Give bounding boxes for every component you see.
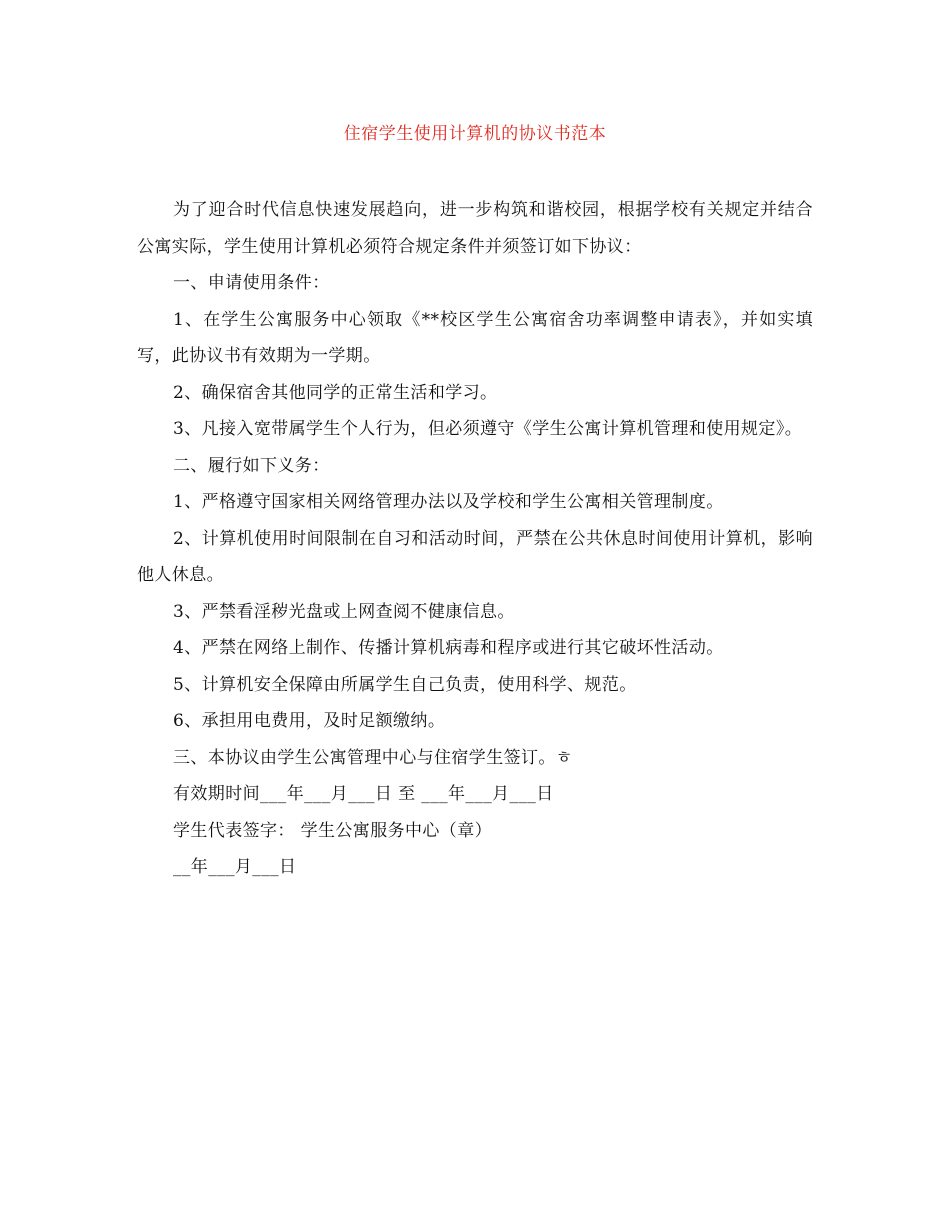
obligation-item-2: 2、计算机使用时间限制在自习和活动时间，严禁在公共休息时间使用计算机，影响他人休息。	[137, 528, 813, 585]
obligation-item-4: 4、严禁在网络上制作、传播计算机病毒和程序或进行其它破坏性活动。	[173, 638, 724, 658]
section-heading-obligations: 二、履行如下义务：	[173, 455, 330, 476]
obligation-item-1: 1、严格遵守国家相关网络管理办法以及学校和学生公寓相关管理制度。	[173, 492, 724, 512]
condition-item-1: 1、在学生公寓服务中心领取《**校区学生公寓宿舍功率调整申请表》，并如实填写，此协议书有效期为一学期。	[137, 309, 813, 366]
document-body	[137, 192, 813, 886]
validity-period-line: 有效期时间___年___月___日 至 ___年___月___日	[173, 784, 554, 804]
section-heading-signing: 三、本协议由学生公寓管理中心与住宿学生签订。ㅎ	[173, 747, 573, 768]
condition-item-3: 3、凡接入宽带属学生个人行为，但必须遵守《学生公寓计算机管理和使用规定》。	[173, 419, 803, 439]
obligation-item-5: 5、计算机安全保障由所属学生自己负责，使用科学、规范。	[173, 674, 637, 695]
document-title: 住宿学生使用计算机的协议书范本	[343, 124, 607, 144]
intro-paragraph: 为了迎合时代信息快速发展趋向，进一步构筑和谐校园，根据学校有关规定并结合公寓实际，学生使用计算机必须符合规定条件并须签订如下协议：	[137, 200, 813, 257]
date-line: __年___月___日	[173, 857, 297, 877]
obligation-item-3: 3、严禁看淫秽光盘或上网查阅不健康信息。	[173, 601, 515, 622]
signature-line: 学生代表签字： 学生公寓服务中心（章）	[173, 820, 493, 841]
condition-item-2: 2、确保宿舍其他同学的正常生活和学习。	[173, 382, 498, 403]
section-heading-conditions: 一、申请使用条件：	[173, 273, 330, 293]
obligation-item-6: 6、承担用电费用，及时足额缴纳。	[173, 711, 446, 731]
